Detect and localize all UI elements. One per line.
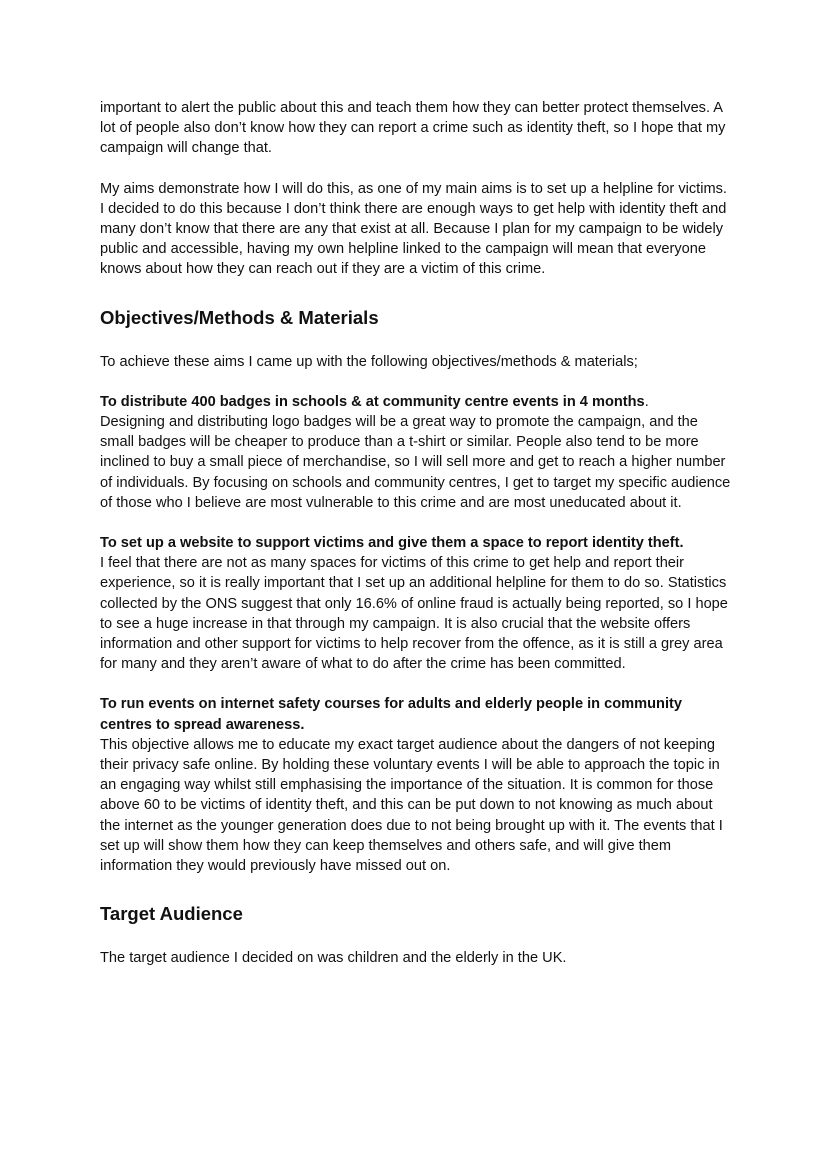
intro-paragraph-2: My aims demonstrate how I will do this, as one of my main aims is to set up a helpline for victims. I decided to do this because I don’t think there are enough ways to get help with identity theft and many don’t know that there are any that exist at all. Because I plan for my campaign to be widely public and accessible, having my own helpline linked to the campaign will mean that everyone knows about how they can reach out if they are a victim of this crime. (100, 180, 727, 278)
objective-body-1: Designing and distributing logo badges will be a great way to promote the campaign, and the small badges will be cheaper to produce than a t-shirt or similar. People also tend to be more inclined to buy a small piece of merchandise, so I will sell more and get to reach a higher number of individuals. By focusing on schools and community centres, I get to target my specific audience of those who I believe are most vulnerable to this crime and are most uneducated about it. (100, 414, 731, 511)
objective-body-3: This objective allows me to educate my exact target audience about the dangers of not keeping their privacy safe online. By holding these voluntary events I will be able to approach the topic in an engaging way whilst still emphasising the importance of the situation. It is common for those above 60 to be victims of identity theft, and this can be put down to not knowing as much about the internet as the younger generation does due to not being brought up with it. The events that I set up will show them how they can keep themselves and others safe, and will give them information they would previously have missed out on. (100, 736, 723, 875)
objective-item-2 (100, 533, 732, 674)
target-audience-text: The target audience I decided on was children and the elderly in the UK. (100, 950, 567, 967)
intro-paragraph-1: important to alert the public about this and teach them how they can better protect themselves. A lot of people also don’t know how they can report a crime such as identity theft, so I hope that my campaign will change that. (100, 100, 726, 157)
objective-title-3: To run events on internet safety courses for adults and elderly people in community centres to spread awareness. (100, 696, 682, 733)
objective-item-3 (100, 694, 732, 876)
objective-body-2: I feel that there are not as many spaces for victims of this crime to get help and report their experience, so it is really important that I set up an additional helpline for them to do so. Statistics collected by the ONS suggest that only 16.6% of online fraud is actually being reported, so I hope to see a huge increase in that through my campaign. It is also crucial that the website offers information and other support for victims to help recover from the offence, as it is still a grey area for many and they aren’t aware of what to do after the crime has been committed. (100, 555, 728, 673)
objectives-intro: To achieve these aims I came up with the following objectives/methods & materials; (100, 353, 638, 370)
objective-title-2: To set up a website to support victims and give them a space to report identity theft. (100, 535, 684, 552)
objective-item-1 (100, 392, 732, 513)
target-audience-heading: Target Audience (100, 903, 243, 925)
document-page (100, 98, 732, 969)
objective-title-1: To distribute 400 badges in schools & at community centre events in 4 months. (100, 393, 649, 410)
objectives-heading: Objectives/Methods & Materials (100, 306, 379, 328)
